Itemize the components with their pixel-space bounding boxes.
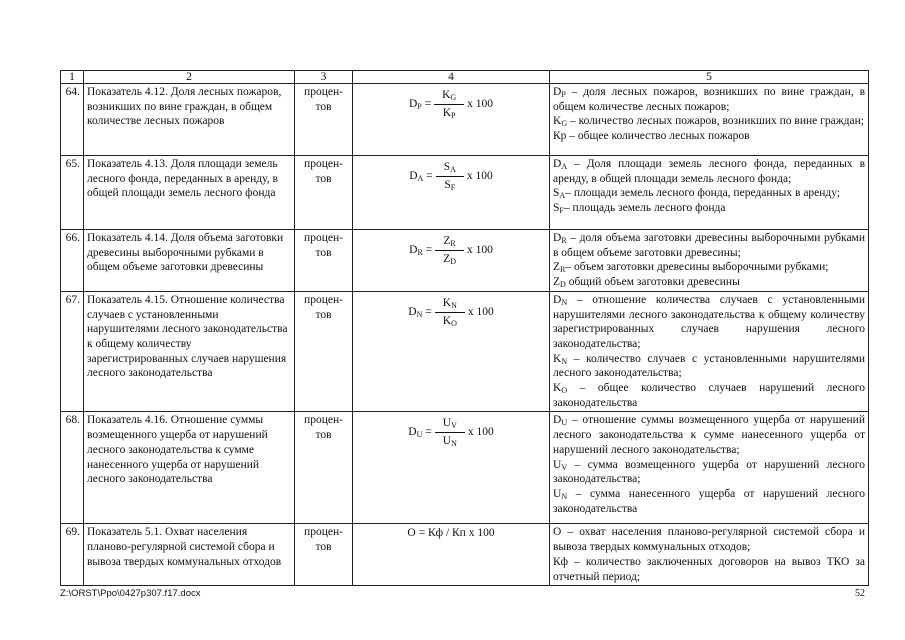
unit-text: тов [315, 100, 332, 113]
formula-fraction [435, 296, 465, 328]
table-row [61, 412, 869, 524]
column-header: 1 [61, 71, 84, 84]
definition-line: Кф – количество заключенных договоров на вывоз ТКО за отчетный период; [553, 555, 865, 583]
footer-file-path: Z:\ORST\Ppo\0427p307.f17.docx [60, 588, 201, 599]
definition-line: Кр – общее количество лесных пожаров [553, 130, 750, 143]
definition-line: $S_A-$ площади земель лесного фонда, переданных в аренду; [553, 187, 841, 201]
unit-cell [295, 291, 353, 412]
unit-cell [295, 524, 353, 586]
table-row [61, 524, 869, 586]
table-row [61, 84, 869, 156]
definition-line: $Z_D$ общий объем заготовки древесины [553, 276, 740, 290]
unit-cell [295, 156, 353, 230]
column-header: 3 [295, 71, 353, 84]
row-number: 68. [61, 412, 84, 524]
definition-cell [550, 524, 869, 586]
formula-lhs: $D_R$ = [409, 243, 433, 257]
definition-line: $U_N$ – сумма нанесенного ущерба от нарушений лесного законодательства [553, 487, 865, 515]
formula: O = Кф / Кп x 100 [407, 527, 495, 540]
unit-cell [295, 84, 353, 156]
row-number: 65. [61, 156, 84, 230]
formula-fraction [435, 416, 465, 448]
definition-line: O – охват населения планово-регулярной системой сбора и вывоза твердых коммунальных отходов; [553, 526, 865, 554]
definition-cell [550, 291, 869, 412]
formula-cell [353, 230, 550, 292]
unit-text: процен- [304, 526, 343, 539]
indicator-name: Показатель 4.14. Доля объема заготовки древесины выборочными рубками в общем объеме заготовки древесины [84, 230, 295, 292]
unit-text: тов [315, 172, 332, 185]
formula-multiplier: x 100 [466, 243, 493, 256]
definition-line: $K_O$ – общее количество случаев нарушений лесного законодательства [553, 382, 865, 409]
indicator-table [60, 70, 869, 586]
formula [356, 160, 546, 192]
formula-fraction [435, 234, 464, 266]
unit-text: процен- [304, 414, 343, 427]
fraction-numerator: $S_A$ [436, 160, 464, 177]
column-header: 2 [84, 71, 295, 84]
fraction-denominator: $U_N$ [442, 435, 457, 449]
indicator-name: Показатель 4.13. Доля площади земель лесного фонда, переданных в аренду, в общей площади земель лесного фонда [84, 156, 295, 230]
indicator-name: Показатель 4.16. Отношение суммы возмещенного ущерба от нарушений лесного законодательства к сумме нанесенного ущерба от нарушений лесного законодательства [84, 412, 295, 524]
column-header: 4 [353, 71, 550, 84]
formula-multiplier: x 100 [467, 97, 494, 110]
unit-cell [295, 412, 353, 524]
formula [356, 234, 546, 266]
formula-cell [353, 84, 550, 156]
formula [356, 88, 546, 120]
definition-line: $D_A$ – Доля площади земель лесного фонда, переданных в аренду, в общей площади земель лесного фонда; [553, 158, 865, 185]
unit-text: процен- [304, 158, 343, 170]
definition-line: $K_G$ – количество лесных пожаров, возникших по вине граждан; [553, 115, 864, 129]
definition-cell [550, 156, 869, 230]
indicator-name: Показатель 4.15. Отношение количества случаев с установленными нарушителями лесного законодательства к общему количеству зарегистрированных случаев нарушения лесного законодательства [84, 291, 295, 412]
table-header-row [61, 71, 869, 84]
fraction-numerator: $K_N$ [435, 296, 465, 313]
fraction-denominator: $K_P$ [442, 106, 456, 120]
fraction-denominator: $S_F$ [444, 178, 456, 192]
formula-lhs: $D_N$ = [408, 305, 432, 319]
definition-cell [550, 230, 869, 292]
formula-multiplier: x 100 [466, 169, 493, 182]
table-row [61, 156, 869, 230]
definition-line: $S_F-$ площадь земель лесного фонда [553, 202, 726, 216]
formula-fraction [434, 88, 464, 120]
formula-fraction [436, 160, 464, 192]
unit-text: тов [315, 429, 332, 442]
formula-cell [353, 156, 550, 230]
row-number: 69. [61, 524, 84, 586]
table-row [61, 291, 869, 412]
fraction-numerator: $U_V$ [435, 416, 465, 433]
unit-text: тов [315, 308, 332, 321]
definition-line: $D_R$ – доля объема заготовки древесины выборочными рубками в общем объеме заготовки древесины; [553, 232, 865, 259]
formula-lhs: $D_U$ = [408, 426, 432, 440]
definition-line: $K_N$ – количество случаев с установленными нарушителями лесного законодательства; [553, 352, 865, 380]
definition-line: $D_U$ – отношение суммы возмещенного ущерба от нарушений лесного законодательства к сумме нанесенного ущерба от нарушений лесного законодательства; [553, 414, 865, 456]
formula [356, 296, 546, 328]
unit-text: процен- [304, 86, 343, 98]
indicator-name: Показатель 4.12. Доля лесных пожаров, возникших по вине граждан, в общем количестве лесных пожаров [84, 84, 295, 156]
unit-text: тов [315, 246, 332, 259]
fraction-numerator: $Z_R$ [435, 234, 463, 251]
fraction-denominator: $Z_D$ [443, 252, 456, 266]
definition-line: $U_V$ – сумма возмещенного ущерба от нарушений лесного законодательства; [553, 458, 865, 486]
fraction-numerator: $K_G$ [434, 88, 464, 105]
formula-lhs: $D_P$ = [408, 97, 432, 111]
formula-cell [353, 524, 550, 586]
formula-multiplier: x 100 [467, 426, 494, 439]
definition-line: $D_N$ – отношение количества случаев с установленными нарушителями лесного законодательства к общему количеству зарегистрированных случаев нарушения лесного законодательства; [553, 293, 865, 350]
unit-cell [295, 230, 353, 292]
row-number: 64. [61, 84, 84, 156]
formula-multiplier: x 100 [467, 305, 494, 318]
formula [356, 416, 546, 448]
formula-cell [353, 291, 550, 412]
formula-cell [353, 412, 550, 524]
definition-line: $D_P$ – доля лесных пожаров, возникших по вине граждан, в общем количестве лесных пожаров; [553, 86, 865, 113]
unit-text: тов [315, 541, 332, 554]
table-row [61, 230, 869, 292]
definition-cell [550, 412, 869, 524]
column-header: 5 [550, 71, 869, 84]
row-number: 67. [61, 291, 84, 412]
fraction-denominator: $K_O$ [442, 314, 457, 328]
unit-text: процен- [304, 293, 343, 306]
formula-lhs: $D_A$ = [409, 169, 433, 183]
definition-line: $Z_R-$ объем заготовки древесины выборочными рубками; [553, 261, 829, 275]
unit-text: процен- [304, 232, 343, 244]
footer-page-number: 52 [855, 588, 865, 599]
row-number: 66. [61, 230, 84, 292]
indicator-name: Показатель 5.1. Охват населения планово-регулярной системой сбора и вывоза твердых коммунальных отходов [84, 524, 295, 586]
definition-cell [550, 84, 869, 156]
